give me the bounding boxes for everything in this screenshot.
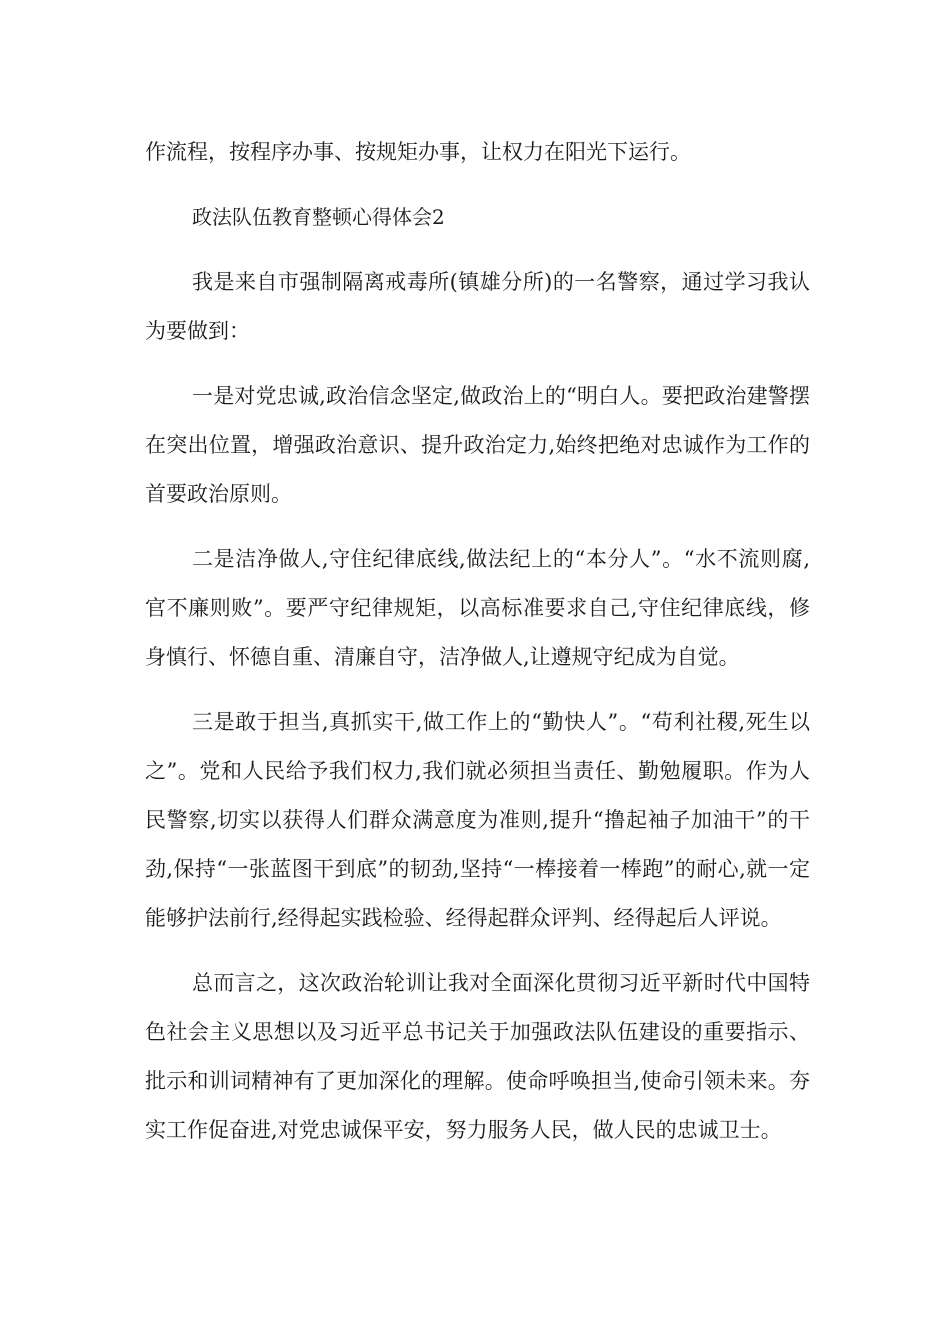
document-body <box>145 128 810 1171</box>
paragraph-point-one: 一是对党忠诚,政治信念坚定,做政治上的“明白人。要把政治建警摆在突出位置，增强政治意识、提升政治定力,始终把绝对忠诚作为工作的首要政治原则。 <box>145 384 810 506</box>
paragraph-continuation: 作流程，按程序办事、按规矩办事，让权力在阳光下运行。 <box>145 140 691 164</box>
paragraph-point-three: 三是敢于担当,真抓实干,做工作上的“勤快人”。“苟利社稷,死生以之”。党和人民给予我们权力,我们就必须担当责任、勤勉履职。作为人民警察,切实以获得人们群众满意度为准则,提升“撸起袖子加油干”的干劲,保持“一张蓝图干到底”的韧劲,坚持“一棒接着一棒跑”的耐心,就一定能够护法前行,经得起实践检验、经得起群众评判、经得起后人评说。 <box>145 710 810 930</box>
section-heading: 政法队伍教育整顿心得体会2 <box>192 205 445 229</box>
paragraph-intro: 我是来自市强制隔离戒毒所(镇雄分所)的一名警察，通过学习我认为要做到： <box>145 270 810 343</box>
paragraph-point-two: 二是洁净做人,守住纪律底线,做法纪上的“本分人”。“水不流则腐,官不廉则败”。要严守纪律规矩，以高标准要求自己,守住纪律底线，修身慎行、怀德自重、清廉自守，洁净做人,让遵规守纪成为自觉。 <box>145 547 810 669</box>
paragraph-conclusion: 总而言之，这次政治轮训让我对全面深化贯彻习近平新时代中国特色社会主义思想以及习近平总书记关于加强政法队伍建设的重要指示、批示和训词精神有了更加深化的理解。使命呼唤担当,使命引领未来。夯实工作促奋进,对党忠诚保平安，努力服务人民，做人民的忠诚卫士。 <box>145 971 810 1142</box>
